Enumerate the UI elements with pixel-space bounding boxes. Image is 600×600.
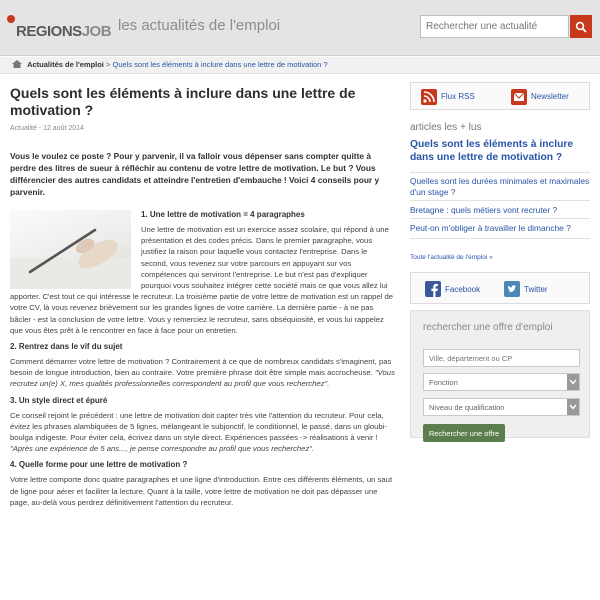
chevron-down-icon (567, 399, 579, 415)
news-link-1[interactable]: Quelles sont les durées minimales et maximales d'un stage ? (410, 176, 590, 197)
section-1-title: 1. Une lettre de motivation = 4 paragraphes (141, 210, 305, 219)
divider (410, 218, 590, 219)
twitter-link[interactable]: Twitter (524, 285, 548, 294)
section-4-text: Votre lettre comporte donc quatre paragraphes et une ligne d'introduction. Entre ces différents éléments, un saut de ligne pour aérer et faciliter la lecture. Quant à la taille, votre lettre de motivation ne doit pas dépasser une page, au-delà vous perdrez définitivement l'attention du recruteur. (10, 475, 393, 507)
facebook-icon[interactable] (425, 281, 441, 297)
twitter-icon[interactable] (504, 281, 520, 297)
job-search-box (410, 310, 590, 438)
section-3-text: Ce conseil rejoint le précédent : une lettre de motivation doit capter très vite l'attention du recruteur. Pour cela, évitez les phrases alambiquées de 5 lignes, mélangeant le subjonctif, le conditionnel, le passé, dans un gloubi-boulga indigeste. Pour éviter cela, écrivez dans un style direct. Expériences passées -> réalisations à venir ! (10, 410, 387, 443)
breadcrumb-section[interactable]: Actualités de l'emploi (27, 60, 104, 69)
article-body (10, 210, 396, 508)
logo-mark-icon (6, 14, 16, 24)
facebook-link[interactable]: Facebook (445, 285, 481, 294)
search-button[interactable] (570, 15, 592, 38)
function-select[interactable] (423, 373, 580, 391)
function-select-value: Fonction (429, 378, 458, 387)
search-offer-button[interactable]: Rechercher une offre (423, 424, 505, 442)
article-meta: Actualité - 12 août 2014 (10, 125, 84, 132)
chevron-down-icon (567, 374, 579, 390)
site-header (0, 0, 600, 56)
section-2-quote: "Vous recrutez un(e) X, mes qualités professionnelles correspondent au profil que vous recherchez". (10, 368, 395, 389)
qualification-select[interactable] (423, 398, 580, 416)
rss-link[interactable]: Flux RSS (441, 92, 475, 101)
logo-text-job: JOB (81, 23, 112, 40)
home-icon[interactable] (12, 60, 22, 68)
hand-writing-image-icon (10, 210, 131, 289)
news-link-3[interactable]: Peut-on m'obliger à travailler le dimanche ? (410, 223, 571, 233)
site-tagline: les actualités de l'emploi (118, 17, 281, 34)
subscribe-box (410, 82, 590, 110)
section-4-title: 4. Quelle forme pour une lettre de motivation ? (10, 460, 188, 470)
article-title: Quels sont les éléments à inclure dans une lettre de motivation ? (10, 85, 356, 118)
breadcrumb-current[interactable]: Quels sont les éléments à inclure dans une lettre de motivation ? (112, 60, 328, 69)
newsletter-icon (511, 89, 527, 105)
divider (410, 172, 590, 173)
most-read-heading: articles les + lus (410, 122, 482, 133)
article-main (10, 80, 396, 508)
section-2-title: 2. Rentrez dans le vif du sujet (10, 342, 123, 352)
social-box (410, 272, 590, 304)
section-2-text: Comment démarrer votre lettre de motivation ? Contrairement à ce que de nombreux candidats s'imaginent, pas besoin de longue introduction, bien au contraire. Votre première phrase doit être simple mais accrocheuse. (10, 357, 392, 378)
divider (410, 238, 590, 239)
news-search-input[interactable] (420, 15, 569, 38)
section-3-quote: "Après une expérience de 5 ans..., je pense correspondre au profil que vous recherchez". (10, 444, 315, 454)
section-2-paragraph (10, 356, 396, 390)
logo-text-regions: REGIONS (16, 23, 82, 40)
rss-icon (421, 89, 437, 105)
article-intro: Vous le voulez ce poste ? Pour y parvenir, il va falloir vous dépenser sans compter quitte à perdre des litres de sueur à réfléchir au contenu de votre lettre de motivation. Le but ? Vous différencier des autres candidats et atteindre l'entretien d'embauche ! Voici 4 conseils pour y parvenir. (10, 151, 380, 197)
newsletter-link[interactable]: Newsletter (531, 92, 569, 101)
divider (410, 200, 590, 201)
section-3-paragraph (10, 410, 396, 455)
section-1-text: Une lettre de motivation est un exercice assez scolaire, qui répond à une présentation et des codes précis. Dans le premier paragraphe, vous justifiez la raison pour laquelle vous contactez l'entreprise. Dans le second, vous revenez sur votre parcours en appuyant sur vos compétences qui serviront l'entreprise. Le but n'est pas d'expliquer pourquoi vous souhaitez intégrer cette société mais ce que vous allez lui apporter. C'est tout ce qui intéresse le recruteur. La troisième partie de votre lettre de motivation est un rappel de votre CV, là vous revenez brièvement sur les grandes lignes de votre carrière. La dernière partie - à ne pas bâcler - est la conclusion de votre lettre. Vous y remerciez le recruteur, sans obséquiosité, et vous lui rappelez que vous êtes prêt à le rencontrer en face à face pour un entretien. (10, 225, 394, 335)
section-3-title: 3. Un style direct et épuré (10, 395, 108, 405)
breadcrumb (0, 57, 600, 74)
location-input[interactable] (423, 349, 580, 367)
search-icon (575, 21, 587, 33)
breadcrumb-separator: > (106, 60, 111, 69)
news-link-2[interactable]: Bretagne : quels métiers vont recruter ? (410, 205, 558, 215)
all-news-link[interactable]: Toute l'actualité de l'emploi » (410, 254, 493, 261)
regionsjob-logo[interactable] (6, 10, 116, 40)
article-image (10, 210, 131, 289)
featured-article-link[interactable]: Quels sont les éléments à inclure dans une lettre de motivation ? (410, 139, 574, 163)
job-search-title: rechercher une offre d'emploi (423, 322, 553, 333)
qualification-select-value: Niveau de qualification (429, 403, 505, 412)
